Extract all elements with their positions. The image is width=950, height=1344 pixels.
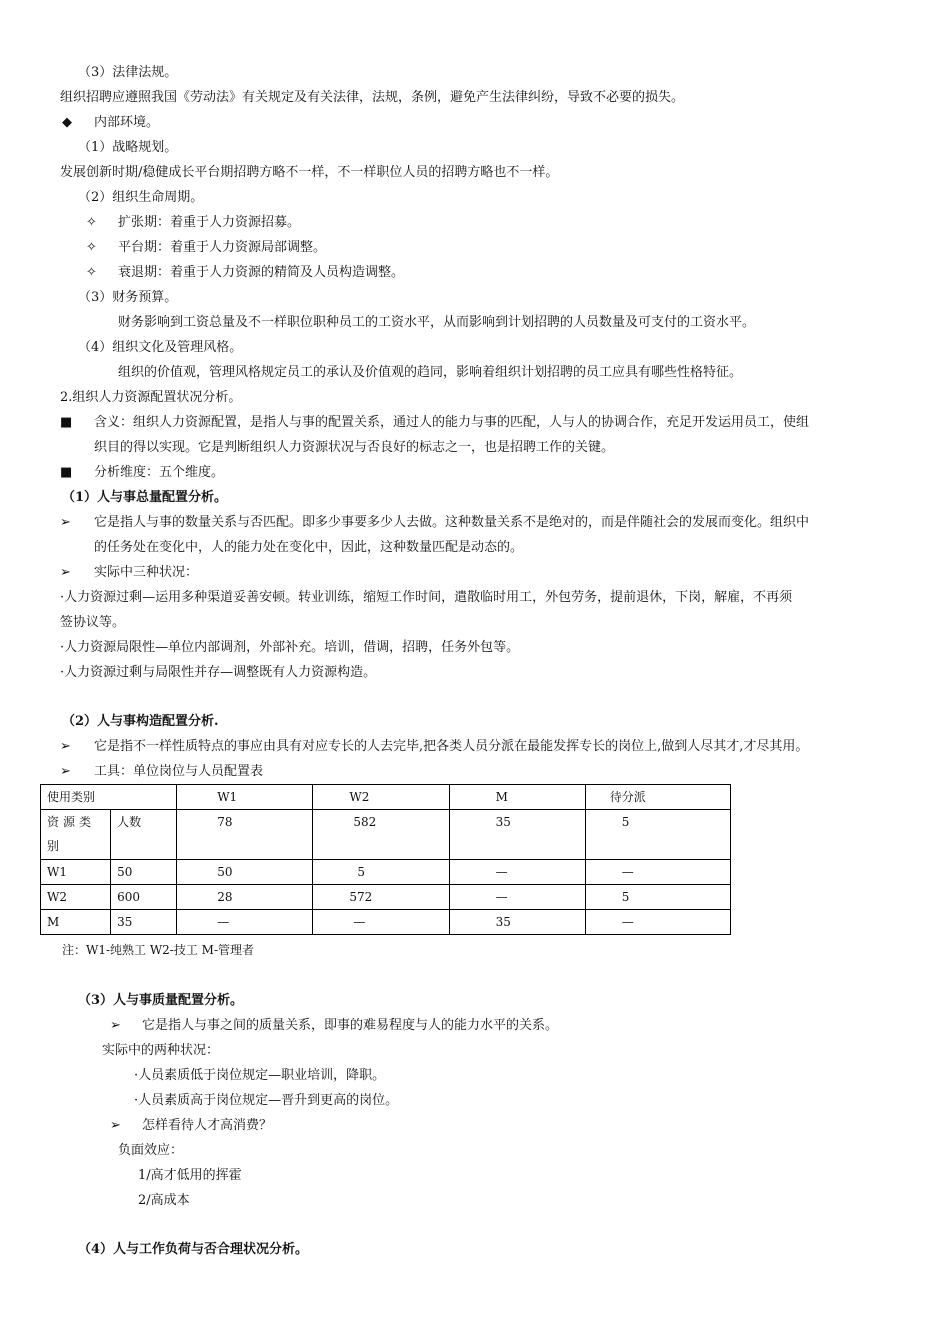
talent-overuse-question: 怎样看待人才高消费？: [142, 1118, 273, 1133]
arrow-bullet-icon: ➢: [60, 739, 71, 754]
table-header-cell: W1: [177, 785, 313, 810]
total-allocation-line-1: 它是指人与事的数量关系与否匹配。即多少事要多少人去做。这种数量关系不是绝对的，而是伴随社会的发展而变化。组织中: [94, 515, 810, 530]
table-cell: 572: [313, 885, 449, 910]
arrow-bullet-icon: ➢: [60, 764, 71, 779]
table-cell: 5: [313, 860, 449, 885]
quality-low-line: ·人员素质低于岗位规定—职业培训，降职。: [134, 1068, 386, 1083]
table-cell: —: [449, 860, 585, 885]
tool-line: 工具：单位岗位与人员配置表: [94, 764, 264, 779]
lifecycle-decline: 衰退期：着重于人力资源的精简及人员构造调整。: [118, 265, 405, 280]
paragraph-culture: 组织的价值观，管理风格规定员工的承认及价值观的趋同，影响着组织计划招聘的员工应具有哪些性格特征。: [118, 365, 743, 380]
arrow-bullet-icon: ➢: [110, 1118, 121, 1133]
arrow-bullet-icon: ➢: [60, 565, 71, 580]
shortage-line: ·人力资源局限性—单位内部调剂，外部补充。培训，借调，招聘，任务外包等。: [60, 640, 520, 655]
heading-lifecycle: （2）组织生命周期。: [78, 190, 204, 205]
table-cell: —: [313, 910, 449, 935]
heading-quality-allocation: （3）人与事质量配置分析。: [78, 993, 244, 1008]
staffing-allocation-table: [40, 784, 731, 935]
table-cell: 人数: [111, 810, 177, 860]
structure-allocation-line: 它是指不一样性质特点的事应由具有对应专长的人去完毕,把各类人员分派在最能发挥专长的岗位上,做到人尽其才,才尽其用。: [94, 739, 809, 754]
diamond-bullet-icon: ◆: [62, 115, 72, 130]
table-cell: 资源类别: [41, 810, 111, 860]
three-situations-heading: 实际中三种状况：: [94, 565, 199, 580]
table-row: [41, 885, 731, 910]
arrow-bullet-icon: ➢: [110, 1018, 121, 1033]
table-cell: 50: [111, 860, 177, 885]
table-cell: —: [585, 910, 730, 935]
heading-culture: （4）组织文化及管理风格。: [78, 340, 243, 355]
definition-line-1: 含义：组织人力资源配置，是指人与事的配置关系，通过人的能力与事的匹配，人与人的协调合作，充足开发运用员工，使组: [94, 415, 810, 430]
heading-budget: （3）财务预算。: [78, 290, 178, 305]
table-header-cell: W2: [313, 785, 449, 810]
paragraph-strategy: 发展创新时期/稳健成长平台期招聘方略不一样，不一样职位人员的招聘方略也不一样。: [60, 165, 559, 180]
negative-effect-2: 2/高成本: [138, 1193, 190, 1208]
definition-line-2: 织目的得以实现。它是判断组织人力资源状况与否良好的标志之一，也是招聘工作的关键。: [94, 440, 615, 455]
square-bullet-icon: ■: [60, 465, 73, 480]
table-header-row: [41, 785, 731, 810]
heading-total-allocation: （1）人与事总量配置分析。: [62, 490, 228, 505]
quality-allocation-line: 它是指人与事之间的质量关系，即事的难易程度与人的能力水平的关系。: [142, 1018, 559, 1033]
negative-effect-1: 1/高才低用的挥霍: [138, 1168, 242, 1183]
hollow-star-bullet-icon: ✧: [86, 240, 97, 255]
surplus-line-2: 签协议等。: [60, 615, 126, 630]
table-cell: M: [41, 910, 111, 935]
table-cell: —: [177, 910, 313, 935]
table-cell: 582: [313, 810, 449, 860]
table-cell: W2: [41, 885, 111, 910]
table-row: [41, 810, 731, 860]
square-bullet-icon: ■: [60, 415, 73, 430]
table-cell: 78: [177, 810, 313, 860]
surplus-line-1: ·人力资源过剩—运用多种渠道妥善安顿。转业训练，缩短工作时间，遣散临时用工，外包劳务，提前退休，下岗，解雇，不再须: [60, 590, 793, 605]
heading-strategy: （1）战略规划。: [78, 140, 178, 155]
quality-high-line: ·人员素质高于岗位规定—晋升到更高的岗位。: [134, 1093, 399, 1108]
heading-section-2: 2.组织人力资源配置状况分析。: [60, 390, 242, 405]
table-header-cell: 使用类别: [41, 785, 177, 810]
table-cell: 5: [585, 885, 730, 910]
total-allocation-line-2: 的任务处在变化中，人的能力处在变化中，因此，这种数量匹配是动态的。: [94, 540, 524, 555]
table-cell: 28: [177, 885, 313, 910]
table-cell: —: [585, 860, 730, 885]
table-header-cell: 待分派: [585, 785, 730, 810]
table-cell: 35: [111, 910, 177, 935]
heading-internal-env: 内部环境。: [94, 115, 160, 130]
table-cell: 600: [111, 885, 177, 910]
hollow-star-bullet-icon: ✧: [86, 265, 97, 280]
coexist-line: ·人力资源过剩与局限性并存—调整既有人力资源构造。: [60, 665, 377, 680]
lifecycle-plateau: 平台期：着重于人力资源局部调整。: [118, 240, 327, 255]
table-row: [41, 860, 731, 885]
heading-laws: （3）法律法规。: [78, 65, 178, 80]
table-cell: 35: [449, 910, 585, 935]
two-situations-heading: 实际中的两种状况：: [102, 1043, 220, 1058]
table-cell: W1: [41, 860, 111, 885]
lifecycle-expansion: 扩张期：着重于人力资源招募。: [118, 215, 301, 230]
table-cell: 35: [449, 810, 585, 860]
table-cell: 50: [177, 860, 313, 885]
paragraph-budget: 财务影响到工资总量及不一样职位职种员工的工资水平，从而影响到计划招聘的人员数量及可支付的工资水平。: [118, 315, 756, 330]
arrow-bullet-icon: ➢: [60, 515, 71, 530]
table-note: 注：W1-纯熟工 W2-技工 M-管理者: [62, 943, 255, 957]
paragraph-laws: 组织招聘应遵照我国《劳动法》有关规定及有关法律，法规，条例，避免产生法律纠纷，导致不必要的损失。: [60, 90, 685, 105]
hollow-star-bullet-icon: ✧: [86, 215, 97, 230]
table-row: [41, 910, 731, 935]
table-cell: —: [449, 885, 585, 910]
table-header-cell: M: [449, 785, 585, 810]
heading-structure-allocation: （2）人与事构造配置分析.: [62, 714, 219, 729]
table-cell: 5: [585, 810, 730, 860]
dimensions-line: 分析维度：五个维度。: [94, 465, 225, 480]
negative-effects-heading: 负面效应：: [118, 1143, 184, 1158]
heading-workload-analysis: （4）人与工作负荷与否合理状况分析。: [78, 1242, 309, 1257]
